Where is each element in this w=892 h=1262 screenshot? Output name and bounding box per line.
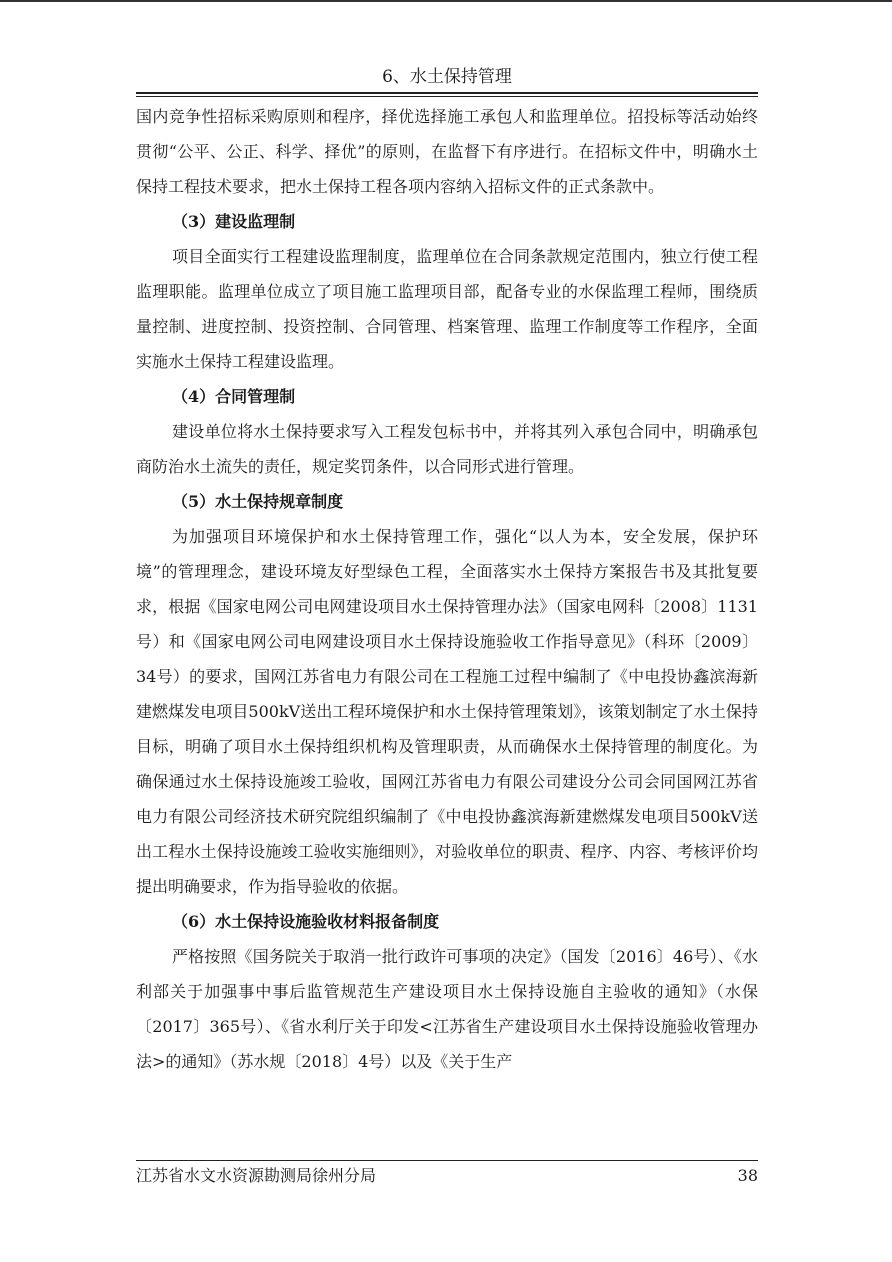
paragraph-regulations: 为加强项目环境保护和水土保持管理工作，强化“以人为本，安全发展，保护环境”的管理理念，建设环境友好型绿色工程，全面落实水土保持方案报告书及其批复要求，根据《国家电网公司电网建设项目水土保持管理办法》（国家电网科〔2008〕1131号）和《国家电网公司电网建设项目水土保持设施验收工作指导意见》（科环〔2009〕34号）的要求，国网江苏省电力有限公司在工程施工过程中编制了《中电投协鑫滨海新建燃煤发电项目500kV送出工程环境保护和水土保持管理策划》，该策划制定了水土保持目标，明确了项目水土保持组织机构及管理职责，从而确保水土保持管理的制度化。为确保通过水土保持设施竣工验收，国网江苏省电力有限公司建设分公司会同国网江苏省电力有限公司经济技术研究院组织编制了《中电投协鑫滨海新建燃煤发电项目500kV送出工程水土保持设施竣工验收实施细则》，对验收单位的职责、程序、内容、考核评价均提出明确要求，作为指导验收的依据。 [136, 527, 758, 896]
page-top-border [0, 0, 892, 2]
page-header-title: 6、水土保持管理 [382, 67, 512, 87]
footer-rule [136, 1160, 758, 1161]
header-double-rule [136, 92, 758, 97]
paragraph-procurement: 国内竞争性招标采购原则和程序，择优选择施工承包人和监理单位。招投标等活动始终贯彻“公平、公正、科学、择优”的原则，在监督下有序进行。在招标文件中，明确水土保持工程技术要求，把水土保持工程各项内容纳入招标文件的正式条款中。 [136, 107, 758, 196]
paragraph-supervision: 项目全面实行工程建设监理制度，监理单位在合同条款规定范围内，独立行使工程监理职能。监理单位成立了项目施工监理项目部，配备专业的水保监理工程师，围绕质量控制、进度控制、投资控制、合同管理、档案管理、监理工作制度等工作程序，全面实施水土保持工程建设监理。 [136, 247, 758, 371]
page-number: 38 [737, 1166, 758, 1185]
section-heading-contract: （4）合同管理制 [172, 387, 296, 406]
paragraph-filing: 严格按照《国务院关于取消一批行政许可事项的决定》（国发〔2016〕46号）、《水利部关于加强事中事后监管规范生产建设项目水土保持设施自主验收的通知》（水保〔2017〕365号）、《省水利厅关于印发<江苏省生产建设项目水土保持设施验收管理办法>的通知》（苏水规〔2018〕4号）以及《关于生产 [136, 947, 758, 1071]
paragraph-contract: 建设单位将水土保持要求写入工程发包标书中，并将其列入承包合同中，明确承包商防治水土流失的责任，规定奖罚条件，以合同形式进行管理。 [136, 422, 758, 476]
section-heading-supervision: （3）建设监理制 [172, 212, 296, 231]
section-heading-filing: （6）水土保持设施验收材料报备制度 [172, 912, 440, 931]
section-heading-regulations: （5）水土保持规章制度 [172, 492, 344, 511]
document-body [136, 99, 758, 1079]
footer-organization: 江苏省水文水资源勘测局徐州分局 [136, 1166, 377, 1185]
